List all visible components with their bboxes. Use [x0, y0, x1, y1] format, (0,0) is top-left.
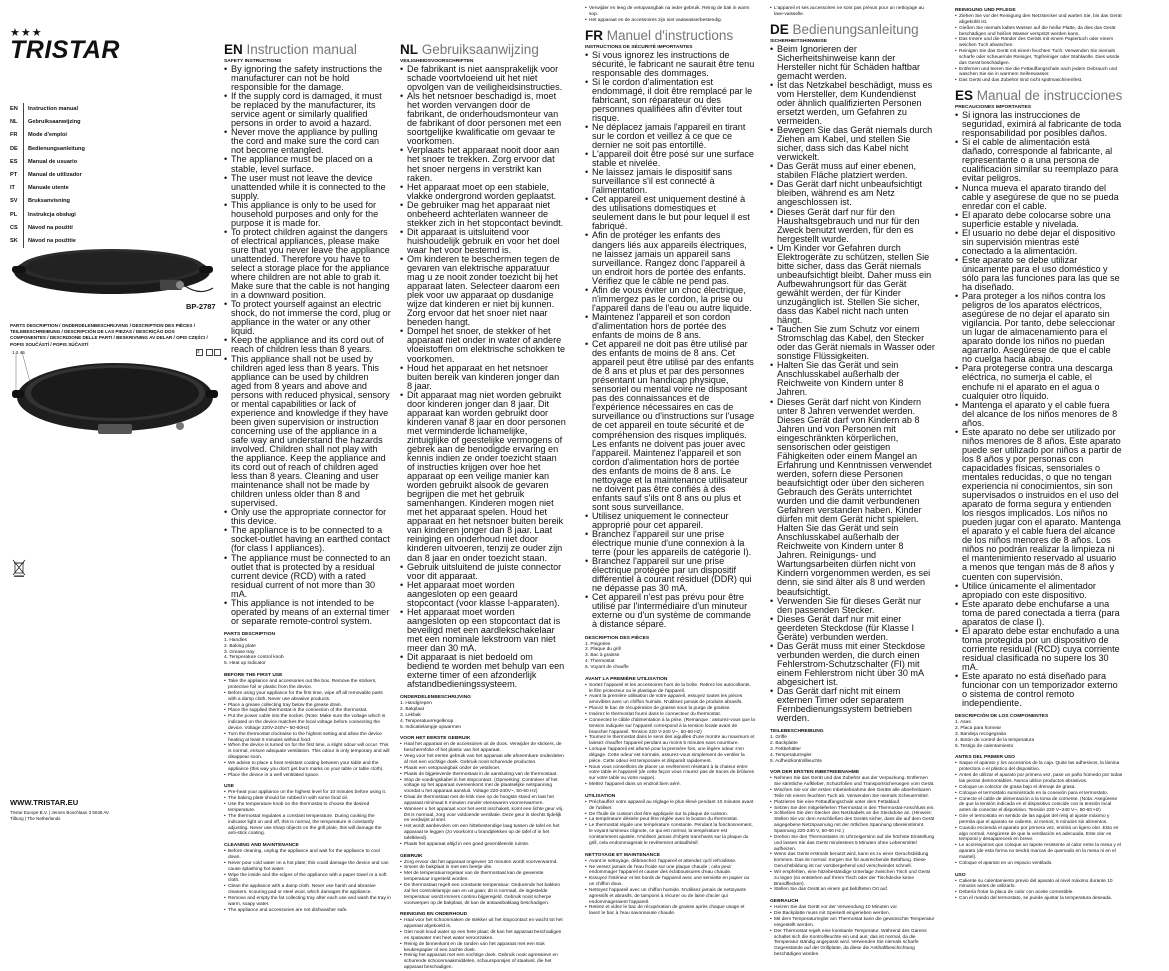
section-fr: [585, 6, 755, 917]
list-item: • Avant le nettoyage, débranchez l'appareil et attendez qu'il refroidisse.: [585, 859, 755, 865]
list-item: • De thermostaat regelt een constante temperatuur. Gedurende het bakken zal het controlelampje aan en uit gaan; dit is normaal, de ingestelde temperatuur wordt immers continu bijgeregeld. Gebruik nooit scherpe voorwerpen op de bakplaat, dit kan de antiaanbaklaag beschadigen.: [400, 883, 566, 906]
list-item: • Wanneer u het apparaat voor het eerst inschakelt, komt een lichte geur vrij. Dit is normaal, zorg voor voldoende ventilatie. Deze geur is slechts tijdelijk en verdwijnt al snel.: [400, 807, 566, 825]
nl-clean-list: [400, 918, 566, 971]
list-item: • El aparato debe colocarse sobre una superficie estable y nivelada.: [955, 211, 1123, 229]
part-item: 4. Thermostat: [585, 659, 615, 665]
list-item: • Place the device in a well ventilated space.: [224, 773, 391, 779]
de-safety-list: [770, 45, 935, 724]
list-item: • Die Backplatte muss mit Speiseöl eingerieben werden.: [770, 911, 935, 917]
en-clean-list: [224, 849, 391, 913]
list-item: • Met de temperatuurregelaar van de thermostaat kan de gewenste temperatuur ingesteld worden.: [400, 871, 566, 883]
list-item: • Reinig het apparaat met een vochtige doek. Gebruik nooit agressieve en schurende schoonmaakmiddelen, schuursponsjes of staalwol, die het apparaat beschadigen.: [400, 953, 566, 971]
de-before-heading: VOR DER ERSTEN INBETRIEBNAHME: [770, 770, 860, 776]
list-item: • Coloque el termostato suministrado en la conexión para el termostato.: [955, 791, 1123, 797]
list-item: • Branchez l'appareil sur une prise électrique protégée par un dispositif différentiel à courant résiduel (DDR) qui ne dépasse pas 30 mA.: [585, 557, 755, 593]
language-index-item: NL Gebruiksaanwijzing: [10, 116, 98, 129]
list-item: • Heizen Sie das Gerät vor der Verwendung 10 Minuten vor.: [770, 905, 935, 911]
es-use-list: [955, 879, 1123, 902]
fr-before-list: [585, 683, 755, 788]
list-item: • Haal het apparaat en de accessoires uit de doos. Verwijder de stickers, de beschermfolie of het plastic van het apparaat.: [400, 742, 566, 754]
list-item: • Afin de protéger les enfants des dangers liés aux appareils électriques, ne laissez jamais un appareil sans surveillance. Rangez donc l'appareil à un endroit hors de portée des enfants. Vérifiez que le câble ne pend pas.: [585, 231, 755, 285]
es-safety-list: [955, 111, 1123, 708]
part-item: 2. Bakplaat: [400, 707, 425, 713]
language-index-item: CS Návod na použití: [10, 222, 98, 235]
part-item: 1. Poignées: [585, 641, 611, 647]
nl-title: NL Gebruiksaanwijzing: [400, 42, 539, 57]
list-item: • Beim Ignorieren der Sicherheitshinweise kann der Hersteller nicht für Schäden haftbar gemacht werden.: [770, 45, 935, 81]
list-item: • Coloque un colector de grasa bajo el drenaje de grasa.: [955, 785, 1123, 791]
list-item: • De l'huile de cuisson doit être appliquée sur la plaque de cuisson.: [585, 812, 755, 818]
list-item: • Utilice únicamente el alimentador apropiado con este dispositivo.: [955, 582, 1123, 600]
list-item: • Conecte el cable de alimentación a la toma de corriente. (Nota: Asegúrese de que la tensión indicada en el dispositivo coincide con la tensión local antes de conectar el dispositivo. Tensión 220 V~240 V~, 50-60 Hz): [955, 797, 1123, 815]
part-item: 1. Griffe: [770, 735, 787, 741]
language-index-item: IT Manuale utente: [10, 182, 98, 195]
list-item: • Wir empfehlen, eine hitzebeständige Unterlage zwischen Tisch und Gerät zu legen (so entstehen auf Ihrem Tisch oder der Tischdecke keine Brandflecken).: [770, 870, 935, 888]
part-item: 5. Testigo de calentamiento: [955, 743, 1014, 749]
list-item: • Drehen Sie den Thermostaten im Uhrzeigersinn auf die höchste Einstellung und lassen Sie das Gerät mindestens 5 Minuten ohne Lebensmittel aufheizen.: [770, 835, 935, 853]
list-item: • Nehmen Sie das Gerät und das Zubehör aus der Verpackung. Entfernen Sie sämtliche Aufkleber, Schutzfolien und Transportsicherungen vom Gerät.: [770, 776, 935, 788]
list-item: • Halten Sie das Gerät und sein Anschlusskabel außerhalb der Reichweite von Kindern unter 8 Jahren.: [770, 361, 935, 397]
list-item: • Das Gerät darf nicht unbeaufsichtigt bleiben, während es am Netz angeschlossen ist.: [770, 180, 935, 207]
part-item: 4. Botón de control de la temperatura: [955, 737, 1035, 743]
list-item: • L'appareil et ses accessoires ne sont pas prévus pour un nettoyage au lave-vaisselle.: [770, 6, 935, 18]
es-safety-heading: PRECAUCIONES IMPORTANTES: [955, 105, 1031, 111]
list-item: • Plaats de bijgeleverde thermostaat in de aansluiting van de thermostaat.: [400, 772, 566, 778]
list-item: • Branchez l'appareil sur une prise électrique munie d'une connexion à la terre (pour les appareils de catégorie I).: [585, 530, 755, 557]
list-item: • Dit apparaat mag niet worden gebruikt door kinderen jonger dan 8 jaar. Dit apparaat kan worden gebruikt door kinderen vanaf 8 jaar en door personen met verminderde lichamelijke, zintuiglijke of geestelijke vermogens of gebrek aan de benodigde ervaring en kennis indien ze onder toezicht staan of instructies krijgen over hoe het apparaat op een veilige manier kan worden gebruikt alsook de gevaren begrijpen die met het gebruik samenhangen. Kinderen mogen niet met het apparaat spelen. Houd het apparaat en het netsnoer buiten bereik van kinderen jonger dan 8 jaar. Laat reiniging en onderhoud niet door kinderen uitvoeren, tenzij ze ouder zijn dan 8 jaar en onder toezicht staan.: [400, 391, 566, 563]
part-item: 2. Backplatte: [770, 741, 798, 747]
list-item: • Ne versez jamais de l'eau froide sur une plaque chaude ; cela peut endommager l'appareil et causer des éclaboussures d'eau chaude.: [585, 865, 755, 877]
fr-clean-list: [585, 859, 755, 917]
list-item: • Si vous ignorez les instructions de sécurité, le fabricant ne saurait être tenu responsable des dommages.: [585, 51, 755, 78]
list-item: • El usuario no debe dejar el dispositivo sin supervisión mientras esté conectado a la alimentación.: [955, 229, 1123, 256]
list-item: • Lorsque l'appareil est allumé pour la première fois, une légère odeur s'en dégage. Cette odeur est normale, assurez-vous simplement de ventiler la pièce. Cette odeur est temporaire et disparaît rapidement.: [585, 747, 755, 765]
list-item: • Cet appareil n'est pas prévu pour être utilisé par l'intermédiaire d'un minuteur externe ou d'un système de commande à distance séparé.: [585, 593, 755, 629]
part-item: 3. Lekbak: [400, 712, 421, 718]
list-item: • Het apparaat moet op een stabiele, vlakke ondergrond worden geplaatst.: [400, 183, 566, 201]
list-item: • This appliance is not intended to be operated by means of an external timer or separate remote-control system.: [224, 599, 391, 626]
list-item: • Giet nooit koud water op een hete plaat; dit kan het apparaat beschadigen en spatwater met heet water veroorzaken.: [400, 930, 566, 942]
list-item: • Essuyez l'intérieur et les bords de l'appareil avec une serviette en papier ou un chiffon doux.: [585, 876, 755, 888]
list-item: • Before using your appliance for the first time, wipe off all removable parts with a damp cloth. Never use abrasive products.: [224, 691, 391, 703]
diagram-labels: 1 2 45: [12, 350, 25, 355]
language-index-item: EN Instruction manual: [10, 103, 98, 116]
list-item: • Das Gerät muss auf einer ebenen, stabilen Fläche platziert werden.: [770, 162, 935, 180]
de-safety-heading: SICHERHEITSHINWEISE: [770, 38, 828, 44]
model-number: BP-2787: [186, 302, 216, 311]
en-use-list: [224, 790, 391, 837]
en-use-heading: USE: [224, 784, 235, 790]
de-parts-list: [770, 735, 935, 764]
list-item: • Tournez le thermostat dans le sens des aiguilles d'une montre au maximum et laissez chauffer l'appareil pendant au moins 5 minutes sans nourriture.: [585, 735, 755, 747]
list-item: • If the supply cord is damaged, it must be replaced by the manufacturer, its service agent or similarly qualified persons in order to avoid a hazard.: [224, 92, 391, 128]
list-item: • Het wordt aanbevolen om een hittebestendige laag tussen de tafel en het apparaat te leggen (zo voorkomt u brandplekken op de tafel of in het tafelkleed).: [400, 824, 566, 842]
list-item: • Para proteger a los niños contra los peligros de los aparatos eléctricos, asegúrese de no dejar el aparato sin vigilancia. Por tanto, debe seleccionar un lugar de almacenamiento para el aparato donde los niños no puedan agarrarlo. Asegúrese de que el cable no cuelga hacia abajo.: [955, 292, 1123, 364]
list-item: • Never pour cold water on a hot plate; this could damage the device and can cause splashing hot water.: [224, 861, 391, 873]
list-item: • Si le cordon d'alimentation est endommagé, il doit être remplacé par le fabricant, son réparateur ou des personnes qualifiées afin d'éviter tout risque.: [585, 78, 755, 123]
list-item: • Der Thermostat regelt eine konstante Temperatur. Während des Garens schaltet sich die Kontrollleuchte ein und aus; das ist normal, da die Temperatur ständig angepasst wird. Verwenden Sie niemals scharfe Gegenstände auf der Grillplatte, da diese die Antihaftbeschichtung beschädigen würden.: [770, 929, 935, 958]
list-item: • Mantenga el aparato y el cable fuera del alcance de los niños menores de 8 años.: [955, 401, 1123, 428]
list-item: • Smeer de bakplaat in met een beetje olie.: [400, 865, 566, 871]
list-item: • Verwenden Sie für dieses Gerät nur den passenden Stecker.: [770, 597, 935, 615]
list-item: • Insérez le thermostat fourni dans le connecteur du thermostat.: [585, 712, 755, 718]
list-item: • The baking plate should be rubbed in with some food oil.: [224, 796, 391, 802]
brand-stars: ★★★: [10, 27, 43, 39]
part-item: 4. Temperatuurregelknop: [400, 718, 454, 724]
list-item: • Nunca mueva el aparato tirando del cable y asegúrese de que no se pueda enredar con el cable.: [955, 184, 1123, 211]
list-item: • Coloque el aparato en un espacio ventilado.: [955, 861, 1123, 867]
list-item: • Este aparato se debe utilizar únicamente para el uso doméstico y sólo para las funciones para las que se ha diseñado.: [955, 256, 1123, 292]
list-item: • La température désirée peut être réglée avec le bouton du thermostat.: [585, 817, 755, 823]
list-item: • Het apparaat moet worden aangesloten op een stopcontact dat is beveiligd met een aardlekschakelaar met een nominale lekstroom van niet meer dan 30 mA.: [400, 608, 566, 653]
list-item: • Dieses Gerät darf nicht von Kindern unter 8 Jahren verwendet werden. Dieses Gerät darf von Kindern ab 8 Jahren und von Personen mit eingeschränkten körperlichen, sensorischen oder geistigen Fähigkeiten oder einem Mangel an Erfahrung und Kenntnissen verwendet werden, sofern diese Personen beaufsichtigt oder über den sicheren Gebrauch des Geräts unterrichtet wurden und die damit verbundenen Gefahren verstanden haben. Kinder dürfen mit dem Gerät nicht spielen. Halten Sie das Gerät und sein Anschlusskabel außerhalb der Reichweite von Kindern unter 8 Jahren. Reinigungs- und Wartungsarbeiten dürfen nicht von Kindern vorgenommen werden, es sei denn, sie sind älter als 8 und werden beaufsichtigt.: [770, 398, 935, 597]
fr-clean-heading: NETTOYAGE ET MAINTENANCE: [585, 852, 660, 858]
de-use-list: [770, 905, 935, 958]
list-item: • Houd het apparaat en het netsnoer buiten bereik van kinderen jonger dan 8 jaar.: [400, 364, 566, 391]
list-item: • Cet appareil ne doit pas être utilisé par des enfants de moins de 8 ans. Cet appareil peut être utilisé par des enfants de 8 ans et plus et par des personnes présentant un handicap physique, sensoriel ou mental voire ne disposant pas des connaissances et de l'expérience nécessaires en cas de surveillance ou d'instructions sur l'usage de cet appareil en toute sécurité et de compréhension des risques impliqués. Les enfants ne doivent pas jouer avec l'appareil. Maintenez l'appareil et son cordon d'alimentation hors de portée des enfants de moins de 8 ans. Le nettoyage et la maintenance utilisateur ne doivent pas être confiés à des enfants sauf s'ils ont 8 ans ou plus et sont sous surveillance.: [585, 340, 755, 512]
list-item: • Mettez l'appareil dans un endroit bien aéré.: [585, 782, 755, 788]
list-item: • Haal voor het schoonmaken de stekker uit het stopcontact en wacht tot het apparaat afgekoeld is.: [400, 918, 566, 930]
list-item: • The thermostat regulates a constant temperature. During cooking the indicator light on and off, this is normal, the temperature is constantly adjusting. Never use sharp objects on the grill plate, this will damage the anti-stick coating.: [224, 814, 391, 837]
list-item: • Este aparato no debe ser utilizado por niños menores de 8 años. Este aparato puede ser utilizado por niños a partir de los 8 años y por personas con capacidades físicas, sensoriales o mentales reducidas, o que no tengan experiencia ni conocimientos, sin son supervisados o instruidos en el uso del aparato de forma segura y entienden los riesgos implicados. Los niños no pueden jugar con el aparato. Mantenga el aparato y el cable fuera del alcance de los niños menores de 8 años. Los niños no podrán realizar la limpieza ni el mantenimiento reservado al usuario a menos que tengan más de 8 años y cuenten con supervisión.: [955, 428, 1123, 582]
es-parts-heading: DESCRIPCIÓN DE LOS COMPONENTES: [955, 714, 1049, 720]
list-item: • Das Gerät darf nicht mit einem externen Timer oder separatem Fernbedienungssystem betrieben werden.: [770, 687, 935, 723]
list-item: • Um Kinder vor Gefahren durch Elektrogeräte zu schützen, stellen Sie bitte sicher, dass das Gerät niemals unbeaufsichtigt bleibt. Daher muss ein Aufbewahrungsort für das Gerät gewählt werden, der für Kinder unzugänglich ist. Stellen Sie sicher, dass das Kabel nicht nach unten hängt.: [770, 244, 935, 325]
list-item: • Maintenez l'appareil et son cordon d'alimentation hors de portée des enfants de moins de 8 ans.: [585, 313, 755, 340]
brand-logo: TRISTAR: [10, 36, 120, 64]
nl-before-list: [400, 742, 566, 847]
list-item: • Das Gerät muss mit einer Steckdose verbunden werden, die durch einen Fehlerstrom-Schutzschalter (FI) mit einem Fehlerstrom nicht über 30 mA abgesichert ist.: [770, 642, 935, 687]
part-item: 5. Voyant de chauffe: [585, 664, 629, 670]
list-item: • Setzen Sie den mitgelieferten Thermostat in den Thermostat-Anschluss ein.: [770, 806, 935, 812]
list-item: • Place the supplied thermostat in the connection of the thermostat.: [224, 708, 391, 714]
language-index-item: PL Instrukcja obsługi: [10, 209, 98, 222]
weee-crossed-bin-icon: [12, 559, 26, 577]
de-clean-heading: REINIGUNG UND PFLEGE: [955, 8, 1016, 13]
list-item: • The appliance and accessories are not dishwasher safe.: [224, 908, 391, 914]
list-item: • Das Gerät und das Zubehör sind nicht spülmaschinenfest.: [955, 78, 1123, 84]
list-item: • Place a grease collecting tray below the grease drain.: [224, 703, 391, 709]
list-item: • Ne laissez jamais le dispositif sans surveillance s'il est connecté à l'alimentation.: [585, 168, 755, 195]
list-item: • Stop de voedingskabel in het stopcontact. (Opmerking: Controleer of het voltage op het apparaat overeenkomt met de plaatselijke netspanning voordat u het apparaat aansluit. Voltage 220-240V~, 50-60 Hz): [400, 778, 566, 796]
list-item: • Nous vous conseillons de placer un revêtement résistant à la chaleur entre votre table et l'appareil (de cette façon vous n'aurez pas de traces de brûlures sur votre table ou votre nappe).: [585, 765, 755, 783]
list-item: • Nettoyez l'appareil avec un chiffon humide. N'utilisez jamais de nettoyants agressifs et abrasifs, de tampons à récurer ou de laine d'acier qui endommageraient l'appareil.: [585, 888, 755, 906]
list-item: • Draai de thermostaat met de klok mee op de hoogste stand en laat het apparaat minimaal 5 minuten zonder etenswaren voorverwarmen.: [400, 795, 566, 807]
part-item: 4. Temperature control knob: [224, 655, 284, 661]
website-url: WWW.TRISTAR.EU: [10, 798, 79, 807]
list-item: • Entfernen und leeren Sie die Fettauffangschale nach jedem Gebrauch und waschen Sie sie in warmem Seifenwasser.: [955, 67, 1123, 79]
list-item: • Verplaats het apparaat nooit door aan het snoer te trekken. Zorg ervoor dat het snoer nergens in verstrikt kan raken.: [400, 146, 566, 182]
de-use-heading: GEBRAUCH: [770, 899, 799, 905]
list-item: • Use the temperature knob on the thermostat to choose the desired temperature.: [224, 802, 391, 814]
part-item: 1. Handgrepen: [400, 701, 432, 707]
list-item: • The appliance must be connected to an outlet that is protected by a residual current device (RCD) with a rated residual current of not more than 30 mA.: [224, 554, 391, 599]
list-item: • The appliance must be placed on a stable, level surface.: [224, 155, 391, 173]
part-item: 5. Aufheizkontrollleuchte: [770, 758, 822, 764]
list-item: • Het apparaat en de accessoires zijn niet vaatwasserbestendig.: [585, 18, 755, 24]
part-item: 1. Handles: [224, 637, 247, 643]
list-item: • Gebruik uitsluitend de juiste connector voor dit apparaat.: [400, 563, 566, 581]
list-item: • Keep the appliance and its cord out of reach of children less than 8 years.: [224, 336, 391, 354]
nl-use-heading: GEBRUIK: [400, 853, 423, 859]
language-index-item: ES Manual de usuario: [10, 156, 98, 169]
language-index-item: SK Návod na použitie: [10, 235, 98, 248]
en-before-heading: BEFORE THE FIRST USE: [224, 673, 283, 679]
part-item: 2. Plaque du grill: [585, 647, 621, 653]
list-item: • Om kinderen te beschermen tegen de gevaren van elektrische apparatuur mag u ze nooit zonder toezicht bij het apparaat laten. Selecteer daarom een plek voor uw apparaat op dusdanige wijze dat kinderen er niet bij kunnen. Zorg ervoor dat het snoer niet naar beneden hangt.: [400, 255, 566, 327]
list-item: • Wipe the inside and the edges of the appliance with a paper towel or a soft cloth.: [224, 873, 391, 885]
es-use-heading: USO: [955, 872, 966, 878]
list-item: • Remove and empty the fat collecting tray after each use and wash the tray in warm, soapy water.: [224, 896, 391, 908]
list-item: • De fabrikant is niet aansprakelijk voor schade voortvloeiend uit het niet opvolgen van de veiligheidsinstructies.: [400, 65, 566, 92]
list-item: • Wischen Sie vor der ersten Inbetriebnahme des Geräts alle abnehmbaren Teile mit einem feuchten Tuch ab. Verwenden Sie niemals Scheuermittel.: [770, 788, 935, 800]
part-item: 5. Heat up indicator: [224, 661, 266, 667]
part-item: 2. Placa para hornear: [955, 726, 1002, 732]
part-item: 3. Bac à graisse: [585, 653, 620, 659]
section-es: [955, 6, 1123, 902]
nl-before-heading: VOOR HET EERSTE GEBRUIK: [400, 736, 471, 742]
list-item: • Ne déplacez jamais l'appareil en tirant sur le cordon et veillez à ce que ce dernier ne soit pas entortillé.: [585, 123, 755, 150]
de-clean-list: [955, 14, 1123, 84]
list-item: • Con el mando del termostato, se puede ajustar la temperatura deseada.: [955, 896, 1123, 902]
nl-clean-heading: REINIGING EN ONDERHOUD: [400, 912, 468, 918]
fr-continued-list: [770, 6, 935, 18]
nl-safety-list: [400, 65, 566, 689]
list-item: • Ziehen Sie vor der Reinigung den Netzstecker und warten Sie, bis das Gerät abgekühlt ist.: [955, 14, 1123, 26]
nl-use-list: [400, 860, 566, 907]
list-item: • Este aparato debe enchufarse a una toma de pared conectada a tierra (para aparatos de clase I).: [955, 600, 1123, 627]
list-item: • Plaats het apparaat altijd in een goed geventileerde ruimte.: [400, 842, 566, 848]
list-item: • Dit apparaat is niet bedoeld om bediend te worden met behulp van een externe timer of een afzonderlijk afstandbedieningssysteem.: [400, 653, 566, 689]
list-item: • Pre-heat your appliance on the highest level for 10 minutes before using it.: [224, 790, 391, 796]
list-item: • By ignoring the safety instructions the manufacturer can not be hold responsible for the damage.: [224, 65, 391, 92]
list-item: • Never move the appliance by pulling the cord and make sure the cord can not become entangled.: [224, 128, 391, 155]
list-item: • Bewegen Sie das Gerät niemals durch Ziehen am Kabel, und stellen Sie sicher, dass sich das Kabel nicht verwickelt.: [770, 126, 935, 162]
list-item: • Plaats een vetopvangbak onder de vetafvoer.: [400, 766, 566, 772]
list-item: • Clean the appliance with a damp cloth. Never use harsh and abrasive cleaners, scouring pad or steel wool, which damages the appliance.: [224, 884, 391, 896]
list-item: • Verwijder en leeg de vetopvangbak na ieder gebruik. Reinig de bak in warm sop.: [585, 6, 755, 18]
list-item: • This appliance shall not be used by children aged less than 8 years. This appliance can be used by children aged from 8 years and above and persons with reduced physical, sensory or mental capabilities or lack of experience and knowledge if they have been given supervision or instruction concerning use of the appliance in a safe way and understand the hazards involved. Children shall not play with the appliance. Keep the appliance and its cord out of reach of children aged less than 8 years. Cleaning and user maintenance shall not be made by children unless older than 8 and supervised.: [224, 355, 391, 509]
list-item: • Para protegerse contra una descarga eléctrica, no sumerja el cable, el enchufe ni el aparato en el agua o cualquier otro líquido.: [955, 364, 1123, 400]
list-item: • Zorg ervoor dat het apparaat ongeveer 10 minuten wordt voorverwarmd.: [400, 860, 566, 866]
fr-use-heading: UTILISATION: [585, 793, 616, 799]
company-address: Tristar Europe B.V. | Jeroen Boschlaan 3 5048 AV Tilburg | The Netherlands: [10, 810, 110, 821]
list-item: • Si ignora las instrucciones de seguridad, eximirá al fabricante de toda responsabilidad por posibles daños.: [955, 111, 1123, 138]
part-item: 3. Grease tray: [224, 649, 255, 655]
es-before-list: [955, 761, 1123, 866]
fr-safety-heading: INSTRUCTIONS DE SÉCURITÉ IMPORTANTES: [585, 44, 693, 50]
en-safety-heading: SAFETY INSTRUCTIONS: [224, 59, 282, 64]
nl-parts-heading: ONDERDELENBESCHRIJVING: [400, 695, 471, 701]
list-item: • Het apparaat moet worden aangesloten op een geaard stopcontact (voor klasse I-apparaten).: [400, 581, 566, 608]
list-item: • Le thermostat régule une température constante. Pendant la fonctionnement, le voyant lumineux clignote, ce qui est normal, la température est constamment ajustée. N'utilisez jamais d'objets tranchants sur la plaque du grill, cela endommagerait le revêtement antiadhésif.: [585, 823, 755, 846]
fr-title: FR Manuel d'instructions: [585, 27, 734, 43]
part-item: 1. Asas: [955, 720, 971, 726]
list-item: • Connectez le câble d'alimentation à la prise. (Remarque : assurez-vous que la tension indiquée sur l'appareil correspond à la tension locale avant de brancher l'appareil. Tension 220 V-240 V~, 50-60 Hz): [585, 718, 755, 736]
list-item: • Caliente su calentamiento previo del aparato al nivel máximo durante 10 minutos antes de utilizarlo.: [955, 879, 1123, 891]
fr-before-heading: AVANT LA PREMIÈRE UTILISATION: [585, 676, 668, 682]
list-item: • Wenn das Gerät erstmals benutzt wird, kann es zu einer Geruchsbildung kommen. Das ist normal. Sorgen Sie für ausreichende Belüftung. Diese Geruchsbildung ist nur vorübergehend und verschwindet schnell.: [770, 852, 935, 870]
language-index: [10, 103, 98, 248]
list-item: • Préchauffez votre appareil au réglage le plus élevé pendant 10 minutes avant de l'utiliser.: [585, 800, 755, 812]
list-item: • Platzieren Sie eine Fettauffangschale unter dem Fettablauf.: [770, 800, 935, 806]
nl-continued-list: [585, 6, 755, 24]
list-item: • Gire el termostato en sentido de las agujas del reloj al ajuste máximo y permita que el aparato se caliente, al menos, 5 minutos sin alimentos.: [955, 814, 1123, 826]
list-item: • Before cleaning, unplug the appliance and wait for the appliance to cool down.: [224, 849, 391, 861]
language-index-item: DE Bedienungsanleitung: [10, 143, 98, 156]
list-item: • When the device is turned on for the first time, a slight odour will occur. This is normal, ensure adequate ventilation. This odour is only temporary and will disappear soon.: [224, 743, 391, 761]
list-item: • Tauchen Sie zum Schutz vor einem Stromschlag das Kabel, den Stecker oder das Gerät niemals in Wasser oder sonstige Flüssigkeiten.: [770, 325, 935, 361]
part-item: 3. Bandeja recogegrasa: [955, 731, 1006, 737]
section-en: [224, 42, 391, 913]
list-item: • Este aparato no está diseñado para funcionar con un temporizador externo o sistema de control remoto independiente.: [955, 672, 1123, 708]
es-before-heading: ANTES DEL PRIMER USO: [955, 755, 1015, 761]
list-item: • Only use the appropriate connector for this device.: [224, 508, 391, 526]
list-item: • The user must not leave the device unattended while it is connected to the supply.: [224, 174, 391, 201]
fr-parts-list: [585, 642, 755, 671]
list-item: • Veeg voor het eerste gebruik van het apparaat alle afneembare onderdelen af met een vochtige doek. Gebruik nooit schurende producten.: [400, 754, 566, 766]
list-item: • Placez le bac de récupération de graisse sous la purge de graisse.: [585, 706, 755, 712]
list-item: • L'appareil doit être posé sur une surface stable et nivelée.: [585, 150, 755, 168]
list-item: • Gießen Sie niemals kaltes Wasser auf die heiße Platte, da dies das Gerät beschädigen und heißes Wasser verspritzt werden kann.: [955, 26, 1123, 38]
es-parts-list: [955, 720, 1123, 749]
list-item: • Afin de vous éviter un choc électrique, n'immergez pas le cordon, la prise ou l'appareil dans de l'eau ou autre liquide.: [585, 286, 755, 313]
nl-safety-heading: VEILIGHEIDSVOORSCHRIFTEN: [400, 59, 474, 64]
list-item: • Reinig de binnenkant en de randen van het apparaat met een stuk keukenpapier of een zachte doek.: [400, 942, 566, 954]
list-item: • Utilisez uniquement le connecteur approprié pour cet appareil.: [585, 512, 755, 530]
part-item: 4. Temperaturregler: [770, 752, 812, 758]
list-item: • Si el cable de alimentación está dañado, corresponde al fabricante, al representante o a una persona de cualificación similar su reemplazo para evitar peligros.: [955, 138, 1123, 183]
list-item: • Retirez et videz le bac de récupération de graisse après chaque usage et lavez le bac à l'eau savonneuse chaude.: [585, 905, 755, 917]
list-item: • Das Innere und die Ränder des Geräts mit einem Papiertuch oder einem weichen Tuch abwischen.: [955, 37, 1123, 49]
list-item: • De gebruiker mag het apparaat niet onbeheerd achterlaten wanneer de stekker zich in het stopcontact bevindt.: [400, 201, 566, 228]
parts-description-title: PARTS DESCRIPTION / ONDERDELENBESCHRIJVING / DESCRIPTION DES PIÈCES / TEILEBESCHREIBUNG / DESCRIPCIÓN DE LAS PIEZAS / DESCRIÇÃO DOS COMPONENTES / DESCRIZIONE DELLE PARTI / BESKRIVNING AV DELAR / OPIS CZĘŚCI / POPIS SOUČÁSTÍ / POPIS SÚČASTÍ: [10, 323, 208, 347]
en-clean-heading: CLEANING AND MAINTENANCE: [224, 843, 299, 849]
list-item: • We advise to place a heat resistant coating between your table and the appliance (this way you don't get burn marks on your table or table cloth).: [224, 761, 391, 773]
grill-product-image: [10, 236, 215, 298]
list-item: • Dompel het snoer, de stekker of het apparaat niet onder in water of andere vloeistoffen om elektrische schokken te voorkomen.: [400, 327, 566, 363]
fr-safety-list: [585, 51, 755, 630]
list-item: • Antes de utilizar el aparato por primera vez, pase un paño húmedo por todas las piezas desmontables. Nunca utilice productos abrasivos.: [955, 773, 1123, 785]
list-item: • Reinigen Sie das Gerät mit einem feuchten Tuch. Verwenden Sie niemals scharfe oder scheuernde Reiniger, Topfreiniger oder Stahlwolle. Dies würde das Gerät beschädigen.: [955, 49, 1123, 67]
list-item: • Turn the thermostat clockwise to the highest setting and allow the device heating at least 5 minutes without food.: [224, 732, 391, 744]
de-before-list: [770, 776, 935, 893]
de-title: DE Bedienungsanleitung: [770, 21, 919, 37]
list-item: • El aparato debe estar enchufado a una toma protegida por un dispositivo de corriente residual (RCD) cuya corriente residual clasificada no supere los 30 mA.: [955, 627, 1123, 672]
list-item: • Saque el aparato y los accesorios de la caja. Quite las adhesivos, la lámina protectora o el plástico del dispositivo.: [955, 761, 1123, 773]
part-item: 2. Baking plate: [224, 643, 256, 649]
list-item: • Cuando encienda el aparato por primera vez, emitirá un ligero olor. Esto es algo normal. Asegúrese de que la ventilación es adecuada. Este olor es temporal y desaparecerá en breve.: [955, 826, 1123, 844]
list-item: • Put the power cable into the socket. (Note: Make sure the voltage which is indicated on the device matches the local voltage before connecting the device. Voltage 220V-240V~ 50-60Hz): [224, 714, 391, 732]
en-parts-list: [224, 638, 391, 667]
fr-parts-heading: DESCRIPTION DES PIÈCES: [585, 635, 650, 641]
list-item: • Avant la première utilisation de votre appareil, essuyez toutes les pièces amovibles avec un chiffon humide. N'utilisez jamais de produits abrasifs.: [585, 694, 755, 706]
list-item: • To protect yourself against an electric shock, do not immerse the cord, plug or appliance in the water or any other liquid.: [224, 300, 391, 336]
list-item: • This appliance is only to be used for household purposes and only for the purpose it is made for.: [224, 201, 391, 228]
de-parts-heading: TEILEBESCHREIBUNG: [770, 729, 824, 735]
part-item: 5. Indicatielampje opwarmen: [400, 724, 462, 730]
en-parts-heading: PARTS DESCRIPTION: [224, 631, 275, 637]
es-title: ES Manual de instrucciones: [955, 88, 1123, 104]
list-item: • Le aconsejamos que coloque un tapete resistente al calor entre la mesa y el aparato (de esta forma no tendrá marcas de quemado en la mesa ni en el mantel).: [955, 843, 1123, 861]
nl-parts-list: [400, 701, 566, 730]
en-title: EN Instruction manual: [224, 42, 357, 57]
language-index-item: PT Manual de utilizador: [10, 169, 98, 182]
list-item: • Debería frotar la placa de calor con aceite comestible.: [955, 890, 1123, 896]
list-item: • Mit dem Temperaturregler am Thermostat kann die gewünschte Temperatur eingestellt werden.: [770, 917, 935, 929]
en-safety-list: [224, 65, 391, 626]
list-item: • Sortez l'appareil et les accessoires hors de la boîte. Retirez les autocollants, le film protecteur ou le plastique de l'appareil.: [585, 683, 755, 695]
list-item: • Dieses Gerät darf nur mit einer geerdeten Steckdose (für Klasse I Geräte) verbunden werden.: [770, 615, 935, 642]
diagram-label-box: 3: [196, 349, 203, 356]
list-item: • Dieses Gerät darf nur für den Haushaltsgebrauch und nur für den Zweck benutzt werden, für den es hergestellt wurde.: [770, 208, 935, 244]
parts-diagram: [10, 352, 220, 442]
list-item: • Ist das Netzkabel beschädigt, muss es vom Hersteller, dem Kundendienst oder ähnlich qualifizierten Personen ersetzt werden, um Gefahren zu vermeiden.: [770, 81, 935, 126]
list-item: • Als het netsnoer beschadigd is, moet het worden vervangen door de fabrikant, de onderhoudsmonteur van de fabrikant of door personen met een soortgelijke kwalificatie om gevaar te voorkomen.: [400, 92, 566, 146]
fr-use-list: [585, 800, 755, 847]
part-item: 3. Fettbehälter: [770, 746, 801, 752]
list-item: • Take the appliance and accessories out the box. Remove the stickers, protective foil or plastic from the device.: [224, 679, 391, 691]
list-item: • The appliance is to be connected to a socket-outlet having an earthed contact (for class I appliances).: [224, 526, 391, 553]
language-index-item: FR Mode d'emploi: [10, 129, 98, 142]
list-item: • Stellen Sie das Gerät an einem gut belüfteten Ort auf.: [770, 887, 935, 893]
list-item: • Schließen Sie den Stecker des Netzkabels an die Steckdose an. (Hinweis: Stellen Sie vor dem Anschließen des Geräts sicher, dass die auf dem Gerät angegebene Netzspannung mit der örtlichen Spannung übereinstimmt. Spannung 220-240 V, 50-60 Hz.): [770, 811, 935, 834]
list-item: • To protect children against the dangers of electrical appliances, please make sure that you never leave the appliance unattended. Therefore you have to select a storage place for the appliance where children are not able to grab it. Make sure that the cable is not hanging in a downward position.: [224, 228, 391, 300]
language-index-item: SV Bruksanvisning: [10, 195, 98, 208]
section-de: [770, 6, 935, 958]
en-before-list: [224, 679, 391, 778]
section-nl: [400, 42, 566, 971]
list-item: • Dit apparaat is uitsluitend voor huishoudelijk gebruik en voor het doel waar het voor bestemd is.: [400, 228, 566, 255]
list-item: • Cet appareil est uniquement destiné à des utilisations domestiques et seulement dans le but pour lequel il est fabriqué.: [585, 195, 755, 231]
